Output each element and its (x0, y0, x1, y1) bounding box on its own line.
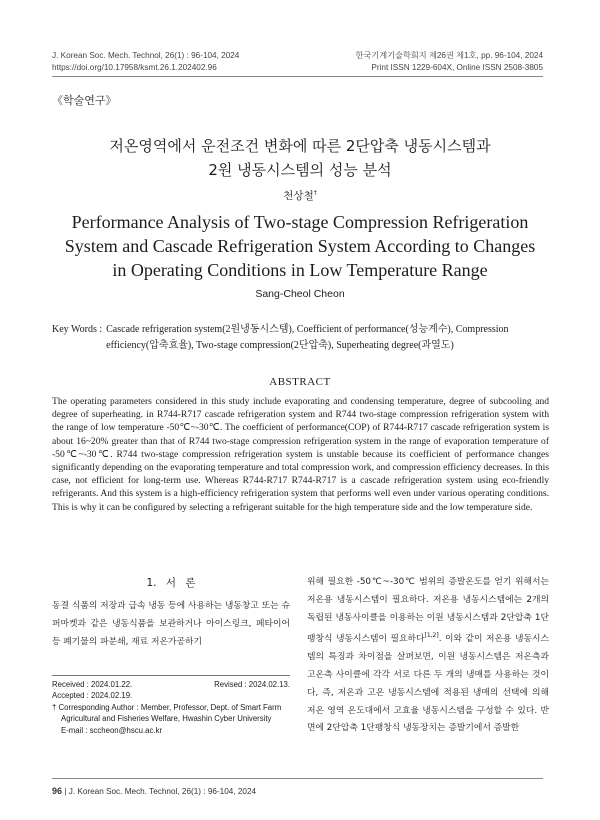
korean-title-line-1: 저온영역에서 운전조건 변화에 따른 2단압축 냉동시스템과 (109, 137, 491, 155)
page-footer (52, 786, 256, 796)
english-title (0, 210, 600, 282)
corresponding-author: † Corresponding Author : Member, Professor, Dept. of Smart Farm (52, 702, 282, 712)
issn: Print ISSN 1229-604X, Online ISSN 2508-3805 (371, 63, 543, 72)
korean-author-name: 천상철 (283, 190, 314, 202)
abstract-body: The operating parameters considered in this study include evaporating and condensing temperature, degree of subcooling and degree of superheating. in R744-R717 cascade refrigeration system and R744 two-stage compression refrigeration system with the range of low temperature -50℃~-30℃. The coefficient of performance(COP) of R744-R717 cascade refrigeration system is about 16~20% greater than that of R744 two-stage compression refrigeration system in the range of evaporation temperature of -50℃~-30℃. R744 two-stage compression refrigeration system is unstable because its coefficient of performance changes significantly depending on the evaporating temperature and total compression work, and compression efficiency decreases. In this case, not efficient for long-term use. Whereas R744-R717 R744-R717 is a cascade refrigeration system using eco-friendly refrigerants. And this system is a high-efficiency refrigeration system that performs well even under various operating conditions. This is why it can be configured by selecting a refrigerant suitable for the high temperature side and the low temperature side. (52, 396, 549, 513)
korean-title-line-2: 2원 냉동시스템의 성능 분석 (208, 161, 392, 179)
intro-paragraph-left: 동결 식품의 저장과 급속 냉동 등에 사용하는 냉동창고 또는 슈퍼마켓과 같은 냉동식품을 보관하거나 아이스링크, 페타이어 등 폐기물의 파분쇄, 재료 저온가공하기 (52, 601, 290, 647)
page-number: 96 (52, 786, 63, 796)
keywords (52, 322, 550, 354)
journal-citation-ko: 한국기계기술학회지 제26권 제1호, pp. 96-104, 2024 (355, 51, 543, 60)
footer-journal: J. Korean Soc. Mech. Technol, 26(1) : 96-104, 2024 (68, 787, 257, 796)
footnote-rule (52, 675, 290, 676)
korean-author (0, 188, 600, 203)
intro-text-part-2: . 이와 같이 저온용 냉동시스템의 특징과 차이점을 살펴보면, 이원 냉동시스템은 저온측과 고온측 사이클에 각각 서로 다른 두 개의 냉매를 사용하는 것이다, 즉, 저온과 고온 냉동시스템에 적용된 냉매의 선택에 의해 저온 영역 온도대에서 고효율 냉동시스템을 구성할 수 있다. 반면에 2단압축 1단팽창식 냉동장치는 증발기에서 증발한 (307, 634, 549, 734)
citation-marker[interactable]: [1,2] (424, 632, 439, 640)
revised-date: Revised : 2024.02.13. (214, 680, 290, 689)
english-title-line-2: System and Cascade Refrigeration System According to Changes (64, 236, 536, 256)
running-header-left (52, 50, 239, 74)
doi-link[interactable]: https://doi.org/10.17958/ksmt.26.1.202402.96 (52, 63, 217, 72)
author-email[interactable]: E-mail : sccheon@hscu.ac.kr (61, 725, 163, 735)
accepted-date: Accepted : 2024.02.19. (52, 691, 133, 701)
footer-rule (52, 778, 543, 779)
intro-text-part-1: 위해 필요한 -50℃~-30℃ 범위의 증발온도를 얻기 위해서는 저온용 냉동시스템이 필요하다. 저온용 냉동시스템에는 2개의 독립된 냉동사이클을 이용하는 이원 냉동시스템과 2단압축 1단팽창식 냉동시스템이 필요하다 (307, 577, 549, 645)
english-author: Sang-Cheol Cheon (255, 288, 345, 300)
korean-title (0, 134, 600, 182)
article-category: 《학술연구》 (52, 95, 117, 107)
corresponding-mark: † (313, 189, 317, 197)
running-header-right (356, 50, 544, 74)
keywords-label: Key Words : (52, 324, 103, 335)
keywords-text: Cascade refrigeration system(2원냉동시스템), Coefficient of performance(성능계수), Compression efficiency(압축효율), Two-stage compression(2단압축), Superheating degree(과열도) (106, 324, 509, 351)
english-title-line-1: Performance Analysis of Two-stage Compression Refrigeration (71, 212, 529, 232)
header-rule (52, 76, 543, 77)
footer-separator: | (64, 787, 67, 796)
abstract-heading: ABSTRACT (269, 376, 331, 388)
received-date: Received : 2024.01.22. (52, 680, 133, 689)
english-title-line-3: in Operating Conditions in Low Temperature Range (112, 260, 488, 280)
corresponding-affiliation: Agricultural and Fisheries Welfare, Hwashin Cyber University (61, 714, 272, 724)
footnotes (52, 679, 290, 736)
intro-paragraph-right (307, 574, 549, 738)
section-heading-introduction: 1. 서 론 (146, 577, 196, 589)
journal-citation: J. Korean Soc. Mech. Technol, 26(1) : 96-104, 2024 (52, 51, 240, 60)
